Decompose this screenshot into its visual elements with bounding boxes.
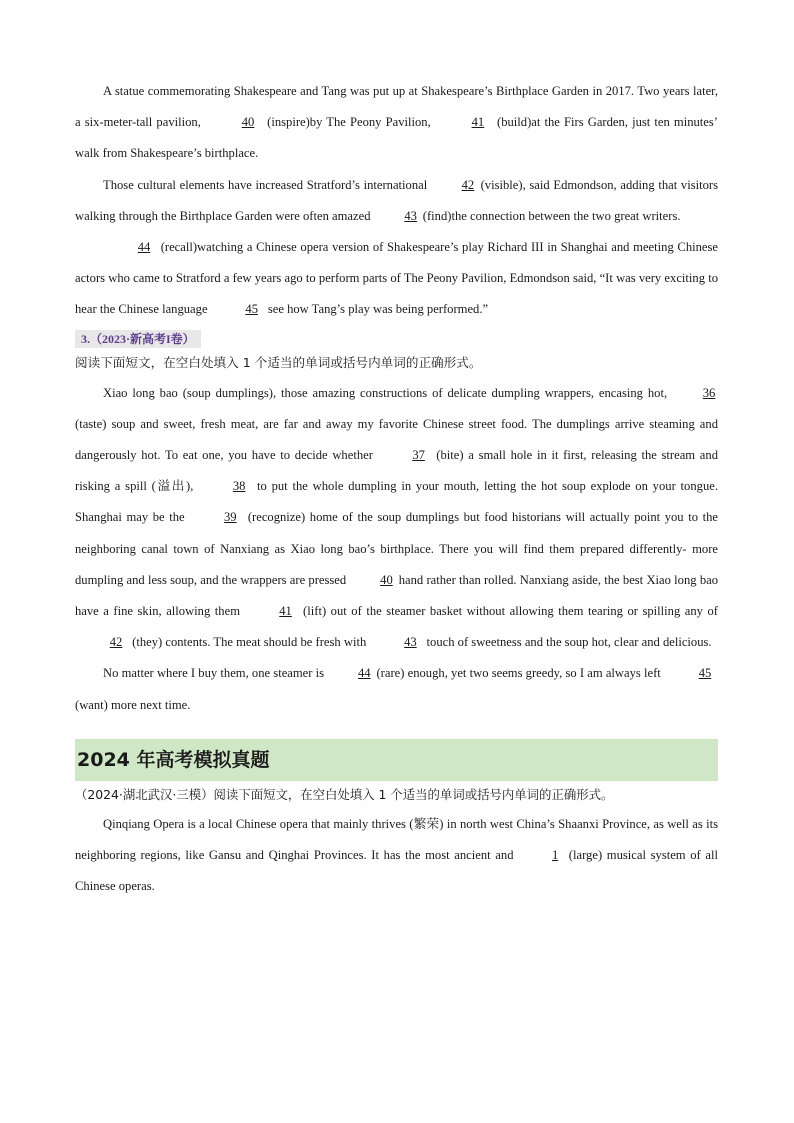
question-source-tag: 3.（2023·新高考I卷） bbox=[75, 330, 201, 348]
text: to put the whole dumpling in your mouth, letting the hot soup explode on your tongue. Shanghai may be the bbox=[75, 479, 718, 525]
blank-43[interactable]: 43 bbox=[404, 208, 417, 223]
section-instruction: （2024·湖北武汉·三模）阅读下面短文，在空白处填入 1 个适当的单词或括号内单词的正确形式。 bbox=[75, 786, 614, 802]
document-page bbox=[75, 76, 718, 902]
paragraph-qinqiang bbox=[75, 809, 718, 903]
blank-45[interactable]: 45 bbox=[698, 666, 712, 681]
blank-41[interactable]: 41 bbox=[471, 115, 485, 130]
section-heading: 2024 年高考模拟真题 bbox=[75, 739, 718, 781]
paragraph-cultural bbox=[75, 170, 718, 232]
text: (recognize) home of the soup dumplings but food historians will actually point you to the neighboring canal town of Nanxiang as Xiao long bao’s birthplace. There you will find them prepared differently- more dumpling and less soup, and the wrappers are pressed bbox=[75, 510, 718, 587]
text: (want) more next time. bbox=[75, 697, 191, 712]
paragraph-xiao-long-bao bbox=[75, 378, 718, 659]
question-instruction: 阅读下面短文，在空白处填入 1 个适当的单词或括号内单词的正确形式。 bbox=[75, 354, 482, 370]
text: (inspire)by The Peony Pavilion, bbox=[263, 115, 435, 130]
text: (recall)watching a Chinese opera version of Shakespeare’s play Richard III in Shanghai and meeting Chinese actors who came to Stratford a few years ago to perform parts of The Peony Pavilion, Edmondson said, “It was very exciting to hear the Chinese language bbox=[75, 240, 718, 317]
text: (they) contents. The meat should be fresh with bbox=[129, 635, 370, 650]
blank-41[interactable]: 41 bbox=[279, 604, 292, 619]
text: (lift) out of the steamer basket without allowing them tearing or spilling any of bbox=[298, 604, 718, 619]
blank-39[interactable]: 39 bbox=[223, 510, 237, 525]
text: (find)the connection between the two great writers. bbox=[419, 208, 681, 223]
blank-44[interactable]: 44 bbox=[137, 240, 151, 255]
text: (large) musical system of all Chinese operas. bbox=[75, 848, 718, 894]
text: (rare) enough, yet two seems greedy, so I am always left bbox=[373, 666, 664, 681]
text: Xiao long bao (soup dumplings), those amazing constructions of delicate dumpling wrappers, encasing hot, bbox=[103, 385, 672, 400]
text: (visible), said Edmondson, adding that visitors walking through the Birthplace Garden were often amazed bbox=[75, 177, 718, 223]
blank-45[interactable]: 45 bbox=[245, 302, 258, 317]
blank-38[interactable]: 38 bbox=[232, 479, 246, 494]
blank-42[interactable]: 42 bbox=[109, 635, 123, 650]
text: (taste) soup and sweet, fresh meat, are far and away my favorite Chinese street food. The dumplings arrive steaming and dangerously hot. To eat one, you have to decide whether bbox=[75, 416, 718, 463]
blank-37[interactable]: 37 bbox=[412, 448, 425, 463]
paragraph-statue bbox=[75, 76, 718, 170]
text: (build)at the Firs Garden, just ten minutes’ walk from Shakespeare’s birthplace. bbox=[75, 115, 718, 161]
blank-40[interactable]: 40 bbox=[380, 572, 393, 587]
blank-43[interactable]: 43 bbox=[404, 635, 417, 650]
blank-42[interactable]: 42 bbox=[461, 177, 475, 192]
text: Those cultural elements have increased Stratford’s international bbox=[103, 177, 431, 192]
text: No matter where I buy them, one steamer is bbox=[103, 666, 328, 681]
text: see how Tang’s play was being performed.” bbox=[264, 302, 489, 317]
text: (bite) a small hole in it first, releasing the stream and risking a spill (溢出), bbox=[75, 448, 718, 494]
blank-36[interactable]: 36 bbox=[702, 385, 716, 400]
text: touch of sweetness and the soup hot, clear and delicious. bbox=[423, 635, 712, 650]
paragraph-steamer bbox=[75, 658, 718, 720]
text: Qinqiang Opera is a local Chinese opera that mainly thrives (繁荣) in north west China’s Shaanxi Province, as well as its neighboring regions, like Gansu and Qinghai Provinces. It has the most ancient and bbox=[75, 816, 718, 863]
blank-40[interactable]: 40 bbox=[241, 115, 255, 130]
paragraph-recall bbox=[75, 232, 718, 326]
text: hand rather than rolled. Nanxiang aside, the best Xiao long bao have a fine skin, allowing them bbox=[75, 572, 718, 619]
text: A statue commemorating Shakespeare and Tang was put up at Shakespeare’s Birthplace Garden in 2017. Two years later, a six-meter-tall pavilion, bbox=[75, 84, 718, 130]
blank-44[interactable]: 44 bbox=[357, 666, 371, 681]
blank-1[interactable]: 1 bbox=[552, 848, 559, 863]
